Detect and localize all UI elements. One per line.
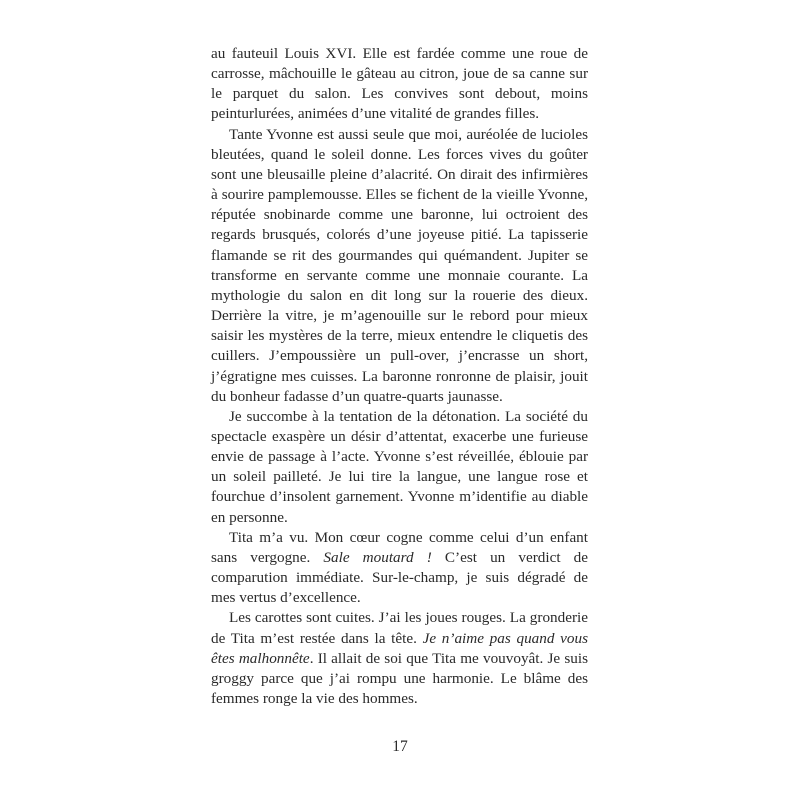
italic-phrase: Je n’aime pas quand vous êtes malhonnête xyxy=(211,629,588,667)
italic-phrase: Sale moutard ! xyxy=(323,548,432,566)
paragraph: Tante Yvonne est aussi seule que moi, auréolée de lucioles bleutées, quand le soleil donne. Les forces vives du goûter sont une bleusaille pleine d’alacrité. On dirait des infirmières à sourire pamplemousse. Elles se fichent de la vieille Yvonne, réputée snobinarde comme une baronne, lui octroient des regards brusqués, colorés d’une joyeuse pitié. La tapisserie flamande se rit des gourmandes qui quémandent. Jupiter se transforme en servante comme une monnaie courante. La mythologie du salon en dit long sur la rouerie des dieux. Derrière la vitre, je m’agenouille sur le rebord pour mieux saisir les mystères de la terre, mieux entendre le cliquetis des cuillers. J’empoussière un pull-over, j’encrasse un short, j’égratigne mes cuisses. La baronne ronronne de plaisir, jouit du bonheur fadasse d’un quatre-quarts jaunasse. xyxy=(211,125,588,405)
paragraph: au fauteuil Louis XVI. Elle est fardée comme une roue de carrosse, mâchouille le gâteau au citron, joue de sa canne sur le parquet du salon. Les convives sont debout, moins peinturlurées, animées d’une vitalité de grandes filles. xyxy=(211,45,588,123)
paragraph: Les carottes sont cuites. J’ai les joues rouges. La gronderie de Tita m’est restée dans la tête. Je n’aime pas quand vous êtes malhonnête. Il allait de soi que Tita me vouvoyât. Je suis groggy parce que j’ai rompu une harmonie. Le blâme des femmes ronge la vie des hommes. xyxy=(211,609,588,707)
page-body xyxy=(211,44,588,709)
paragraph: Tita m’a vu. Mon cœur cogne comme celui d’un enfant sans vergogne. Sale moutard ! C’est un verdict de comparution immédiate. Sur-le-champ, je suis dégradé de mes vertus d’excellence. xyxy=(211,528,588,607)
page-number: 17 xyxy=(392,738,408,755)
paragraph: Je succombe à la tentation de la détonation. La société du spectacle exaspère un désir d’attentat, exacerbe une furieuse envie de passage à l’acte. Yvonne s’est réveillée, éblouie par un soleil pailleté. Je lui tire la langue, une langue rose et fourchue d’insolent garnement. Yvonne m’identifie au diable en personne. xyxy=(211,407,588,526)
